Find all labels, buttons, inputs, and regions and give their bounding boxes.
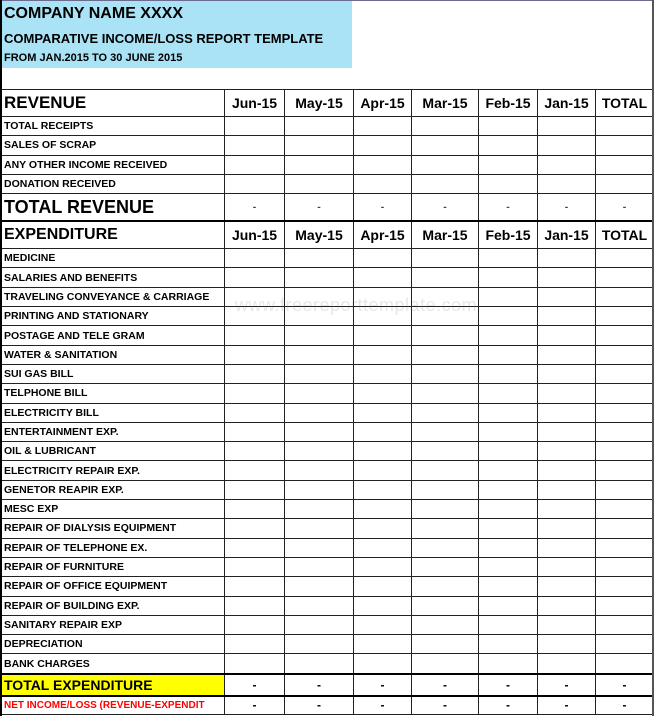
value-cell[interactable]	[285, 326, 354, 345]
value-cell[interactable]	[225, 136, 285, 155]
value-cell[interactable]	[479, 174, 538, 193]
watermark: www.freereporttemplate.com	[235, 295, 478, 315]
value-cell[interactable]	[225, 519, 285, 538]
value-cell[interactable]	[538, 422, 596, 441]
value-cell[interactable]	[225, 596, 285, 615]
row-label[interactable]: ELECTRICITY REPAIR EXP.	[2, 461, 225, 480]
value-cell[interactable]	[354, 635, 412, 654]
value-cell[interactable]	[285, 345, 354, 364]
column-header[interactable]: TOTAL	[596, 90, 654, 117]
value-cell[interactable]	[479, 345, 538, 364]
column-header[interactable]: Mar-15	[412, 90, 479, 117]
value-cell[interactable]	[479, 326, 538, 345]
value-cell[interactable]	[479, 403, 538, 422]
expenditure-header-row	[2, 221, 654, 249]
value-cell[interactable]: -	[354, 194, 412, 222]
row-label[interactable]: OIL & LUBRICANT	[2, 442, 225, 461]
column-header[interactable]: TOTAL	[596, 221, 654, 249]
value-cell[interactable]	[538, 268, 596, 287]
value-cell[interactable]	[285, 307, 354, 326]
report-table	[1, 89, 654, 715]
value-cell[interactable]	[225, 422, 285, 441]
value-cell[interactable]	[538, 577, 596, 596]
value-cell[interactable]	[285, 442, 354, 461]
value-cell[interactable]	[479, 268, 538, 287]
value-cell[interactable]	[354, 117, 412, 136]
value-cell[interactable]	[285, 364, 354, 383]
value-cell[interactable]	[225, 249, 285, 268]
row-label[interactable]: REPAIR OF FURNITURE	[2, 557, 225, 576]
value-cell[interactable]	[538, 500, 596, 519]
report-title[interactable]: COMPARATIVE INCOME/LOSS REPORT TEMPLATE	[4, 31, 324, 46]
table-row	[2, 519, 654, 538]
value-cell[interactable]	[225, 364, 285, 383]
value-cell[interactable]: -	[225, 674, 285, 696]
row-label[interactable]: ELECTRICITY BILL	[2, 403, 225, 422]
value-cell[interactable]	[225, 268, 285, 287]
row-label[interactable]: REPAIR OF DIALYSIS EQUIPMENT	[2, 519, 225, 538]
value-cell[interactable]	[479, 287, 538, 306]
value-cell[interactable]	[225, 345, 285, 364]
row-label[interactable]: GENETOR REAPIR EXP.	[2, 480, 225, 499]
value-cell[interactable]	[354, 136, 412, 155]
value-cell[interactable]	[479, 557, 538, 576]
value-cell[interactable]	[596, 403, 654, 422]
value-cell[interactable]: -	[354, 696, 412, 715]
value-cell[interactable]	[285, 480, 354, 499]
value-cell[interactable]	[412, 155, 479, 174]
value-cell[interactable]	[285, 596, 354, 615]
value-cell[interactable]: -	[596, 194, 654, 222]
value-cell[interactable]	[225, 480, 285, 499]
value-cell[interactable]	[412, 307, 479, 326]
table-row	[2, 384, 654, 403]
value-cell[interactable]	[538, 155, 596, 174]
value-cell[interactable]: -	[479, 696, 538, 715]
value-cell[interactable]: -	[354, 674, 412, 696]
section-heading[interactable]: REVENUE	[2, 90, 225, 117]
column-header[interactable]: Feb-15	[479, 90, 538, 117]
table-row	[2, 403, 654, 422]
value-cell[interactable]	[596, 384, 654, 403]
table-row	[2, 326, 654, 345]
total-revenue-row-label[interactable]: TOTAL REVENUE	[2, 194, 225, 222]
value-cell[interactable]: -	[285, 696, 354, 715]
value-cell[interactable]	[596, 326, 654, 345]
value-cell[interactable]	[354, 422, 412, 441]
value-cell[interactable]	[225, 442, 285, 461]
value-cell[interactable]	[596, 345, 654, 364]
column-header[interactable]: Feb-15	[479, 221, 538, 249]
value-cell[interactable]	[479, 422, 538, 441]
value-cell[interactable]	[354, 155, 412, 174]
value-cell[interactable]	[285, 654, 354, 674]
value-cell[interactable]	[538, 307, 596, 326]
row-label[interactable]: DONATION RECEIVED	[2, 174, 225, 193]
row-label[interactable]: MESC EXP	[2, 500, 225, 519]
value-cell[interactable]	[354, 615, 412, 634]
value-cell[interactable]	[412, 519, 479, 538]
value-cell[interactable]	[538, 384, 596, 403]
value-cell[interactable]	[412, 654, 479, 674]
value-cell[interactable]	[285, 268, 354, 287]
value-cell[interactable]	[354, 519, 412, 538]
value-cell[interactable]	[225, 577, 285, 596]
value-cell[interactable]	[479, 117, 538, 136]
value-cell[interactable]	[285, 249, 354, 268]
value-cell[interactable]	[412, 384, 479, 403]
value-cell[interactable]	[412, 345, 479, 364]
value-cell[interactable]: -	[225, 194, 285, 222]
value-cell[interactable]: -	[412, 674, 479, 696]
value-cell[interactable]	[596, 174, 654, 193]
row-label[interactable]: ENTERTAINMENT EXP.	[2, 422, 225, 441]
value-cell[interactable]	[479, 307, 538, 326]
value-cell[interactable]	[354, 500, 412, 519]
value-cell[interactable]	[596, 538, 654, 557]
value-cell[interactable]	[538, 174, 596, 193]
value-cell[interactable]	[285, 287, 354, 306]
row-label[interactable]: REPAIR OF OFFICE EQUIPMENT	[2, 577, 225, 596]
column-header[interactable]: Jun-15	[225, 90, 285, 117]
table-row	[2, 615, 654, 634]
row-label[interactable]: SALES OF SCRAP	[2, 136, 225, 155]
value-cell[interactable]	[596, 480, 654, 499]
row-label[interactable]: REPAIR OF BUILDING EXP.	[2, 596, 225, 615]
value-cell[interactable]	[354, 461, 412, 480]
table-row	[2, 268, 654, 287]
value-cell[interactable]	[596, 364, 654, 383]
value-cell[interactable]	[225, 155, 285, 174]
value-cell[interactable]	[354, 249, 412, 268]
row-label[interactable]: PRINTING AND STATIONARY	[2, 307, 225, 326]
table-row	[2, 136, 654, 155]
value-cell[interactable]	[285, 384, 354, 403]
value-cell[interactable]	[479, 596, 538, 615]
row-label[interactable]: ANY OTHER INCOME RECEIVED	[2, 155, 225, 174]
value-cell[interactable]	[285, 615, 354, 634]
column-header[interactable]: Mar-15	[412, 221, 479, 249]
value-cell[interactable]	[354, 442, 412, 461]
value-cell[interactable]	[354, 287, 412, 306]
table-row	[2, 461, 654, 480]
value-cell[interactable]	[538, 364, 596, 383]
value-cell[interactable]	[538, 442, 596, 461]
column-header[interactable]: Jun-15	[225, 221, 285, 249]
table-row	[2, 500, 654, 519]
value-cell[interactable]	[285, 174, 354, 193]
total-expenditure-row	[2, 674, 654, 696]
net-income-row	[2, 696, 654, 715]
value-cell[interactable]	[225, 654, 285, 674]
value-cell[interactable]	[354, 326, 412, 345]
value-cell[interactable]	[479, 577, 538, 596]
value-cell[interactable]	[538, 480, 596, 499]
value-cell[interactable]	[538, 287, 596, 306]
row-label[interactable]: REPAIR OF TELEPHONE EX.	[2, 538, 225, 557]
value-cell[interactable]	[412, 326, 479, 345]
value-cell[interactable]	[225, 461, 285, 480]
table-row	[2, 307, 654, 326]
value-cell[interactable]	[354, 174, 412, 193]
value-cell[interactable]	[354, 384, 412, 403]
value-cell[interactable]	[285, 117, 354, 136]
row-label[interactable]: DEPRECIATION	[2, 635, 225, 654]
value-cell[interactable]	[479, 654, 538, 674]
value-cell[interactable]	[354, 654, 412, 674]
value-cell[interactable]	[225, 538, 285, 557]
value-cell[interactable]	[354, 557, 412, 576]
value-cell[interactable]	[412, 136, 479, 155]
value-cell[interactable]	[596, 117, 654, 136]
value-cell[interactable]	[225, 615, 285, 634]
value-cell[interactable]: -	[538, 194, 596, 222]
value-cell[interactable]	[354, 345, 412, 364]
sheet-border-top	[0, 0, 654, 1]
section-heading[interactable]: EXPENDITURE	[2, 221, 225, 249]
value-cell[interactable]	[285, 557, 354, 576]
value-cell[interactable]	[412, 461, 479, 480]
value-cell[interactable]	[596, 577, 654, 596]
total-expenditure-row-label[interactable]: TOTAL EXPENDITURE	[2, 674, 225, 696]
value-cell[interactable]	[596, 136, 654, 155]
value-cell[interactable]	[596, 654, 654, 674]
value-cell[interactable]: -	[412, 696, 479, 715]
value-cell[interactable]	[412, 117, 479, 136]
value-cell[interactable]	[479, 442, 538, 461]
value-cell[interactable]: -	[479, 194, 538, 222]
net-income-row-label[interactable]: NET INCOME/LOSS (REVENUE-EXPENDIT	[2, 696, 225, 715]
table-row	[2, 249, 654, 268]
table-row	[2, 174, 654, 193]
value-cell[interactable]: -	[596, 674, 654, 696]
value-cell[interactable]	[479, 249, 538, 268]
value-cell[interactable]	[596, 461, 654, 480]
value-cell[interactable]	[538, 345, 596, 364]
table-row	[2, 577, 654, 596]
value-cell[interactable]	[596, 307, 654, 326]
value-cell[interactable]	[538, 403, 596, 422]
column-header[interactable]: Apr-15	[354, 221, 412, 249]
table-row	[2, 287, 654, 306]
value-cell[interactable]	[479, 384, 538, 403]
table-row	[2, 557, 654, 576]
value-cell[interactable]	[596, 268, 654, 287]
report-period[interactable]: FROM JAN.2015 TO 30 JUNE 2015	[4, 52, 183, 64]
value-cell[interactable]	[412, 635, 479, 654]
table-row	[2, 596, 654, 615]
value-cell[interactable]	[285, 422, 354, 441]
value-cell[interactable]	[285, 155, 354, 174]
column-header[interactable]: Jan-15	[538, 221, 596, 249]
value-cell[interactable]	[596, 557, 654, 576]
table-row	[2, 654, 654, 674]
value-cell[interactable]	[538, 557, 596, 576]
value-cell[interactable]	[412, 615, 479, 634]
row-label[interactable]: MEDICINE	[2, 249, 225, 268]
value-cell[interactable]	[354, 538, 412, 557]
column-header[interactable]: May-15	[285, 221, 354, 249]
value-cell[interactable]	[412, 500, 479, 519]
value-cell[interactable]	[285, 136, 354, 155]
table-row	[2, 480, 654, 499]
value-cell[interactable]	[538, 635, 596, 654]
value-cell[interactable]	[479, 136, 538, 155]
table-row	[2, 635, 654, 654]
row-label[interactable]: SUI GAS BILL	[2, 364, 225, 383]
column-header[interactable]: Jan-15	[538, 90, 596, 117]
value-cell[interactable]	[225, 557, 285, 576]
value-cell[interactable]	[596, 155, 654, 174]
value-cell[interactable]	[412, 422, 479, 441]
value-cell[interactable]	[538, 326, 596, 345]
row-label[interactable]: TRAVELING CONVEYANCE & CARRIAGE	[2, 287, 225, 306]
value-cell[interactable]	[412, 538, 479, 557]
column-header[interactable]: May-15	[285, 90, 354, 117]
value-cell[interactable]	[354, 403, 412, 422]
value-cell[interactable]	[225, 326, 285, 345]
value-cell[interactable]	[225, 174, 285, 193]
value-cell[interactable]	[596, 615, 654, 634]
table-row	[2, 364, 654, 383]
value-cell[interactable]	[412, 577, 479, 596]
value-cell[interactable]	[412, 596, 479, 615]
value-cell[interactable]	[596, 442, 654, 461]
row-label[interactable]: BANK CHARGES	[2, 654, 225, 674]
value-cell[interactable]: -	[285, 674, 354, 696]
value-cell[interactable]	[538, 538, 596, 557]
value-cell[interactable]	[538, 136, 596, 155]
value-cell[interactable]: -	[538, 674, 596, 696]
table-row	[2, 538, 654, 557]
row-label[interactable]: WATER & SANITATION	[2, 345, 225, 364]
value-cell[interactable]	[596, 500, 654, 519]
table-row	[2, 155, 654, 174]
value-cell[interactable]	[596, 287, 654, 306]
row-label[interactable]: TOTAL RECEIPTS	[2, 117, 225, 136]
value-cell[interactable]	[412, 364, 479, 383]
value-cell[interactable]	[354, 364, 412, 383]
value-cell[interactable]	[412, 442, 479, 461]
value-cell[interactable]	[412, 403, 479, 422]
value-cell[interactable]: -	[596, 696, 654, 715]
value-cell[interactable]	[596, 249, 654, 268]
row-label[interactable]: POSTAGE AND TELE GRAM	[2, 326, 225, 345]
value-cell[interactable]: -	[479, 674, 538, 696]
value-cell[interactable]	[538, 596, 596, 615]
value-cell[interactable]: -	[412, 194, 479, 222]
value-cell[interactable]	[538, 615, 596, 634]
value-cell[interactable]	[285, 519, 354, 538]
value-cell[interactable]	[596, 422, 654, 441]
company-name[interactable]: COMPANY NAME XXXX	[4, 5, 183, 22]
value-cell[interactable]	[596, 519, 654, 538]
row-label[interactable]: SALARIES AND BENEFITS	[2, 268, 225, 287]
value-cell[interactable]	[538, 519, 596, 538]
value-cell[interactable]	[285, 461, 354, 480]
value-cell[interactable]	[285, 635, 354, 654]
value-cell[interactable]	[538, 117, 596, 136]
value-cell[interactable]	[412, 174, 479, 193]
value-cell[interactable]	[285, 403, 354, 422]
report-header	[0, 0, 352, 68]
value-cell[interactable]	[354, 480, 412, 499]
value-cell[interactable]	[412, 480, 479, 499]
value-cell[interactable]	[479, 519, 538, 538]
value-cell[interactable]	[412, 268, 479, 287]
total-revenue-row	[2, 194, 654, 222]
value-cell[interactable]	[538, 461, 596, 480]
value-cell[interactable]	[354, 307, 412, 326]
value-cell[interactable]	[225, 117, 285, 136]
value-cell[interactable]	[412, 287, 479, 306]
value-cell[interactable]	[225, 287, 285, 306]
value-cell[interactable]: -	[285, 194, 354, 222]
value-cell[interactable]	[538, 654, 596, 674]
value-cell[interactable]	[225, 384, 285, 403]
table-row	[2, 442, 654, 461]
row-label[interactable]: TELPHONE BILL	[2, 384, 225, 403]
value-cell[interactable]	[479, 538, 538, 557]
value-cell[interactable]	[412, 249, 479, 268]
value-cell[interactable]	[412, 557, 479, 576]
value-cell[interactable]: -	[225, 696, 285, 715]
revenue-header-row	[2, 90, 654, 117]
value-cell[interactable]	[479, 480, 538, 499]
value-cell[interactable]	[479, 615, 538, 634]
value-cell[interactable]	[354, 268, 412, 287]
table-row	[2, 117, 654, 136]
table-row	[2, 422, 654, 441]
value-cell[interactable]	[479, 364, 538, 383]
value-cell[interactable]	[354, 577, 412, 596]
value-cell[interactable]	[285, 538, 354, 557]
value-cell[interactable]	[479, 155, 538, 174]
sheet-border-left	[0, 0, 2, 716]
value-cell[interactable]	[596, 635, 654, 654]
value-cell[interactable]	[479, 500, 538, 519]
column-header[interactable]: Apr-15	[354, 90, 412, 117]
value-cell[interactable]	[285, 500, 354, 519]
value-cell[interactable]	[225, 635, 285, 654]
value-cell[interactable]	[285, 577, 354, 596]
row-label[interactable]: SANITARY REPAIR EXP	[2, 615, 225, 634]
value-cell[interactable]	[225, 307, 285, 326]
value-cell[interactable]	[479, 461, 538, 480]
value-cell[interactable]	[354, 596, 412, 615]
value-cell[interactable]: -	[538, 696, 596, 715]
value-cell[interactable]	[596, 596, 654, 615]
value-cell[interactable]	[225, 403, 285, 422]
value-cell[interactable]	[479, 635, 538, 654]
value-cell[interactable]	[225, 500, 285, 519]
value-cell[interactable]	[538, 249, 596, 268]
table-row	[2, 345, 654, 364]
